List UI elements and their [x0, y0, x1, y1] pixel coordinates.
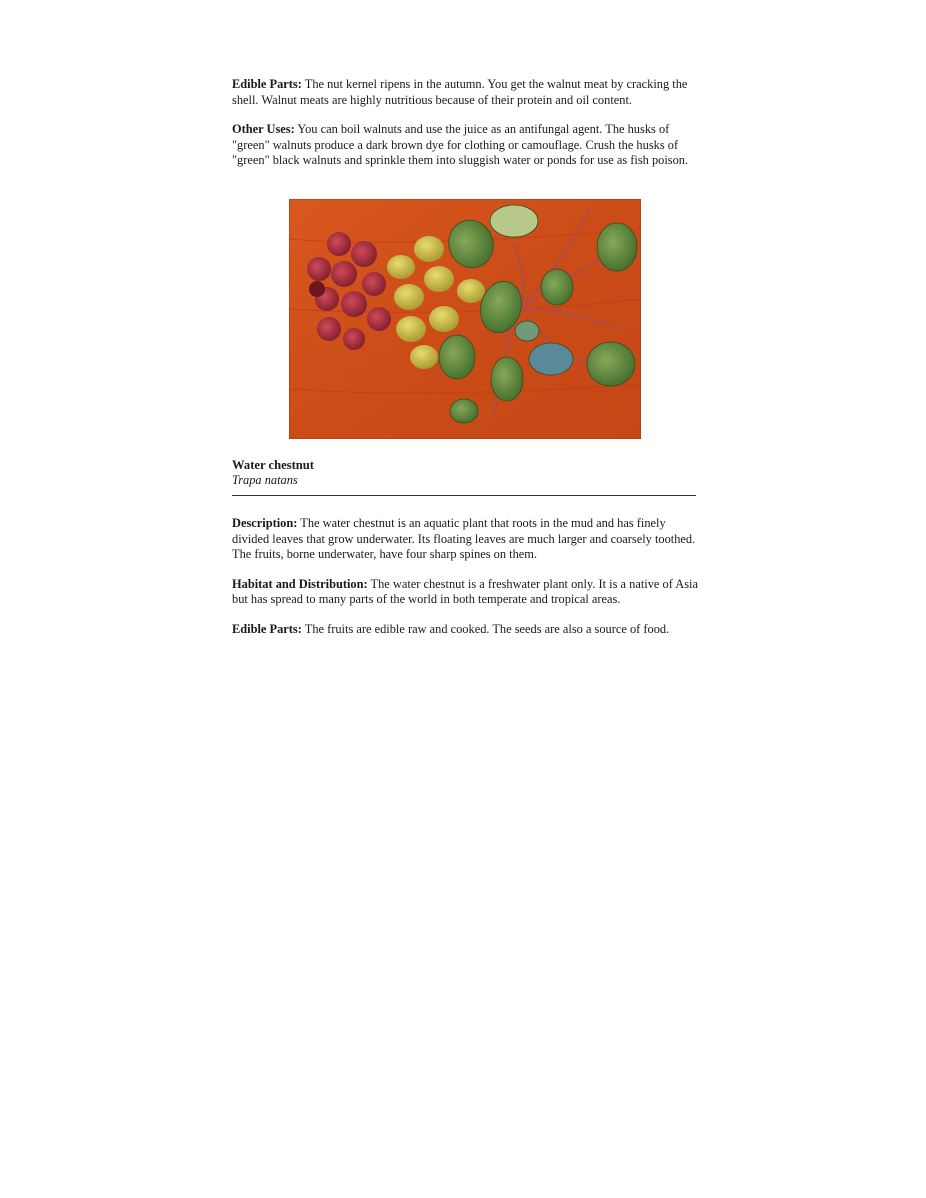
walnut-edible-parts-paragraph — [232, 77, 698, 108]
section-divider — [232, 495, 696, 496]
edible-parts-text: The fruits are edible raw and cooked. The seeds are also a source of food. — [301, 621, 670, 636]
scientific-name: Trapa natans — [232, 473, 298, 487]
habitat-paragraph — [232, 577, 702, 608]
habitat-text: The water chestnut is a freshwater plant only. It is a native of Asia but has spread to many parts of the world in both temperate and tropical areas. — [232, 576, 698, 606]
description-paragraph — [232, 516, 702, 563]
common-name-heading: Water chestnut — [232, 458, 314, 472]
water-chestnut-photo — [289, 199, 641, 439]
water-chestnut-heading-block — [232, 458, 696, 504]
edible-parts-paragraph — [232, 622, 702, 638]
walnut-other-uses-text: You can boil walnuts and use the juice as an antifungal agent. The husks of "green" walnuts produce a dark brown dye for clothing or camouflage. Crush the husks of "green" black walnuts and sprinkle them into sluggish water or ponds for use as fish poison. — [232, 122, 689, 167]
water-chestnut-photo-icon — [289, 199, 641, 439]
description-text: The water chestnut is an aquatic plant that roots in the mud and has finely divided leaves that grow underwater. Its floating leaves are much larger and coarsely toothed. The fruits, borne underwater, have four sharp spines on them. — [232, 516, 696, 561]
edible-parts-label: Edible Parts: — [232, 621, 302, 636]
description-label: Description: — [232, 516, 298, 530]
water-chestnut-section — [232, 516, 702, 637]
walnut-edible-parts-label: Edible Parts: — [232, 77, 302, 91]
walnut-other-uses-label: Other Uses: — [232, 122, 295, 136]
walnut-other-uses-paragraph — [232, 122, 698, 169]
habitat-label: Habitat and Distribution: — [232, 576, 368, 591]
walnut-edible-parts-text: The nut kernel ripens in the autumn. You get the walnut meat by cracking the shell. Walnut meats are highly nutritious because of their protein and oil content. — [232, 77, 688, 107]
walnut-section — [232, 77, 698, 169]
